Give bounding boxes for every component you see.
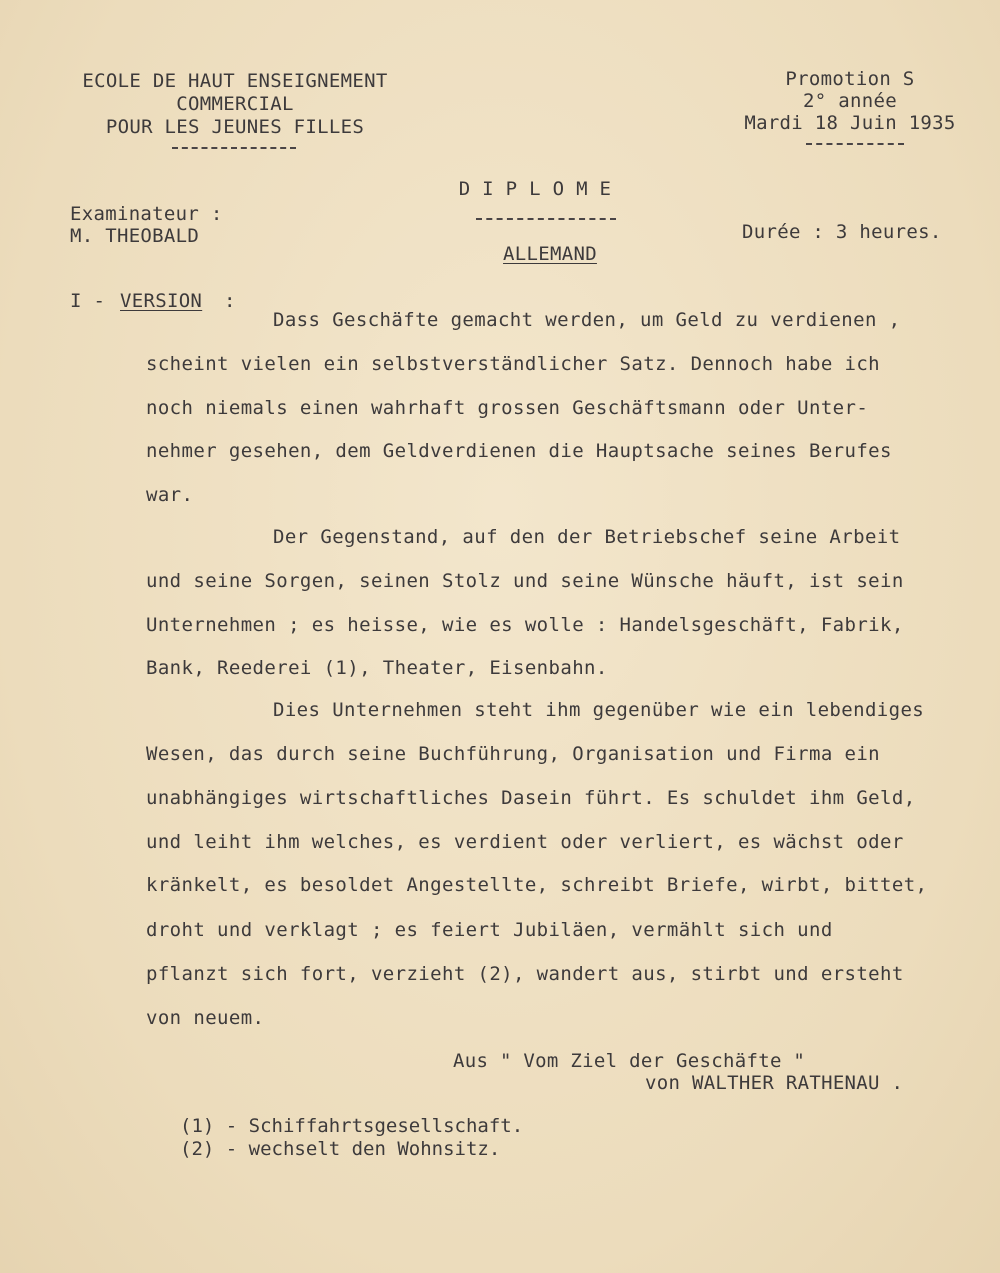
- text-line-11: Wesen, das durch seine Buchführung, Organisation und Firma ein: [146, 743, 881, 765]
- text-line-15: droht und verklagt ; es feiert Jubiläen, vermählt sich und: [146, 919, 833, 941]
- text-line-12: unabhängiges wirtschaftliches Dasein führt. Es schuldet ihm Geld,: [146, 787, 916, 809]
- text-line-17: von neuem.: [146, 1007, 265, 1029]
- source-line-1: Aus " Vom Ziel der Geschäfte ": [453, 1050, 806, 1072]
- text-line-3: noch niemals einen wahrhaft grossen Geschäftsmann oder Unter-: [146, 397, 869, 419]
- text-line-10: Dies Unternehmen steht ihm gegenüber wie ein lebendiges: [273, 699, 925, 721]
- text-line-1: Dass Geschäfte gemacht werden, um Geld zu verdienen ,: [273, 309, 901, 331]
- school-divider: [172, 147, 296, 149]
- footnote-2: (2) - wechselt den Wohnsitz.: [180, 1138, 501, 1160]
- examiner-name: M. THEOBALD: [70, 225, 200, 247]
- title-divider: [476, 218, 616, 220]
- year: 2° année: [803, 90, 897, 112]
- diploma-title: D I P L O M E: [458, 178, 612, 200]
- text-line-2: scheint vielen ein selbstverständlicher Satz. Dennoch habe ich: [146, 353, 881, 375]
- text-line-13: und leiht ihm welches, es verdient oder verliert, es wächst oder: [146, 831, 904, 853]
- duration: Durée : 3 heures.: [742, 221, 942, 243]
- date-divider: [806, 143, 904, 145]
- subject: ALLEMAND: [503, 243, 597, 265]
- text-line-6: Der Gegenstand, auf den der Betriebschef seine Arbeit: [273, 526, 901, 548]
- text-line-5: war.: [146, 484, 194, 506]
- text-line-14: kränkelt, es besoldet Angestellte, schreibt Briefe, wirbt, bittet,: [146, 874, 928, 896]
- section-number: I -: [70, 290, 106, 312]
- source-line-2: von WALTHER RATHENAU .: [645, 1072, 904, 1094]
- text-line-8: Unternehmen ; es heisse, wie es wolle : Handelsgeschäft, Fabrik,: [146, 614, 904, 636]
- text-line-16: pflanzt sich fort, verzieht (2), wandert aus, stirbt und ersteht: [146, 963, 904, 985]
- section-label: VERSION: [120, 290, 203, 312]
- text-line-9: Bank, Reederei (1), Theater, Eisenbahn.: [146, 657, 608, 679]
- exam-date: Mardi 18 Juin 1935: [744, 112, 956, 134]
- examiner-label: Examinateur :: [70, 203, 223, 225]
- school-line-1: ECOLE DE HAUT ENSEIGNEMENT: [82, 70, 388, 92]
- school-line-3: POUR LES JEUNES FILLES: [105, 116, 365, 138]
- school-line-2: COMMERCIAL: [176, 93, 294, 115]
- section-colon: :: [224, 290, 236, 312]
- text-line-7: und seine Sorgen, seinen Stolz und seine Wünsche häuft, ist sein: [146, 570, 904, 592]
- promotion: Promotion S: [785, 68, 915, 90]
- footnote-1: (1) - Schiffahrtsgesellschaft.: [180, 1115, 524, 1137]
- text-line-4: nehmer gesehen, dem Geldverdienen die Hauptsache seines Berufes: [146, 440, 892, 462]
